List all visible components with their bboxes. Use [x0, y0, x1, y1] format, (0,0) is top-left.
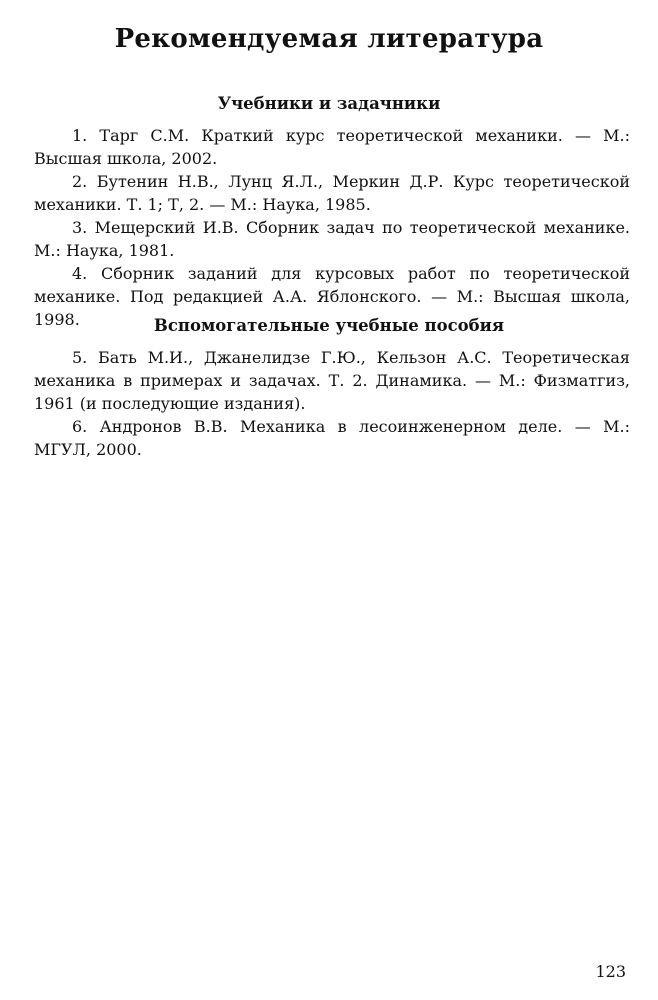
page-number: 123: [595, 962, 626, 981]
section-title-textbooks: Учебники и задачники: [217, 94, 441, 113]
reference-entry: 2. Бутенин Н.В., Лунц Я.Л., Меркин Д.Р. Курс теоретической механики. Т. 1; Т, 2. — М.: Наука, 1985.: [34, 172, 630, 214]
reference-entry: 1. Тарг С.М. Краткий курс теоретической механики. — М.: Высшая школа, 2002.: [34, 126, 630, 168]
reference-entry: 6. Андронов В.В. Механика в лесоинженерном деле. — М.: МГУЛ, 2000.: [34, 417, 630, 459]
reference-entry: 4. Сборник заданий для курсовых работ по теоретической механике. Под редакцией А.А. Яблонского. — М.: Высшая школа, 1998.: [34, 264, 630, 329]
page-title: Рекомендуемая литература: [114, 24, 544, 54]
section-title-auxiliary: Вспомогательные учебные пособия: [153, 316, 505, 335]
reference-entry: 5. Бать М.И., Джанелидзе Г.Ю., Кельзон А.С. Теоретическая механика в примерах и задачах. Т. 2. Динамика. — М.: Физматгиз, 1961 (и последующие издания).: [34, 348, 630, 413]
reference-entry: 3. Мещерский И.В. Сборник задач по теоретической механике. М.: Наука, 1981.: [34, 218, 630, 260]
